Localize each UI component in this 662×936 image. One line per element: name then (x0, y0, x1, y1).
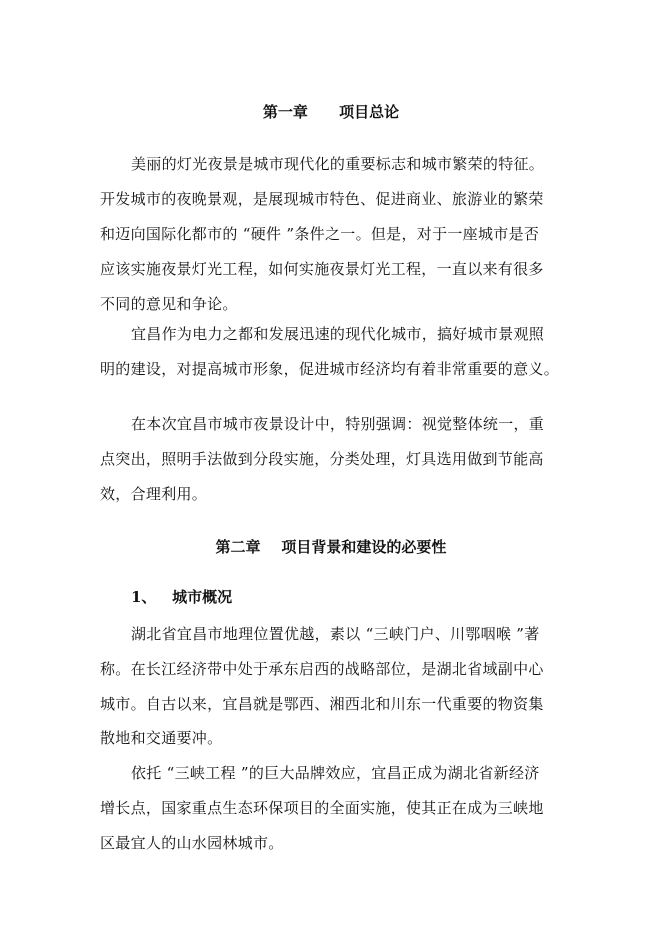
text-line: 和迈向国际化都市的 “硬件 ”条件之一。但是，对于一座城市是否 (100, 225, 540, 243)
text-line: 不同的意见和争论。 (100, 295, 238, 313)
section-1-title: 1、 城市概况 (131, 588, 233, 606)
text-line: 明的建设，对提高城市形象，促进城市经济均有着非常重要的意义。 (100, 360, 560, 378)
text-line: 应该实施夜景灯光工程，如何实施夜景灯光工程，一直以来有很多 (100, 260, 544, 278)
chapter-2-title: 第二章 项目背景和建设的必要性 (215, 538, 447, 556)
text-line: 称。在长江经济带中处于承东启西的战略部位，是湖北省域副中心 (100, 660, 544, 678)
text-line: 湖北省宜昌市地理位置优越，素以 “三峡门户、川鄂咽喉 ”著 (131, 625, 540, 643)
text-line: 依托 “三峡工程 ”的巨大品牌效应，宜昌正成为湖北省新经济 (131, 764, 540, 782)
text-line: 美丽的灯光夜景是城市现代化的重要标志和城市繁荣的特征。 (131, 155, 545, 173)
text-line: 效，合理利用。 (100, 485, 208, 503)
text-line: 散地和交通要冲。 (100, 729, 223, 747)
text-line: 城市。自古以来，宜昌就是鄂西、湘西北和川东一代重要的物资集 (100, 695, 544, 713)
text-line: 增长点，国家重点生态环保项目的全面实施，使其正在成为三峡地 (100, 799, 544, 817)
text-line: 开发城市的夜晚景观，是展现城市特色、促进商业、旅游业的繁荣 (100, 190, 544, 208)
text-line: 区最宜人的山水园林城市。 (100, 834, 284, 852)
text-line: 宜昌作为电力之都和发展迅速的现代化城市，搞好城市景观照 (131, 325, 545, 343)
chapter-1-title: 第一章 项目总论 (262, 103, 400, 121)
text-line: 在本次宜昌市城市夜景设计中，特别强调：视觉整体统一，重 (131, 415, 545, 433)
text-line: 点突出，照明手法做到分段实施，分类处理，灯具选用做到节能高 (100, 450, 544, 468)
